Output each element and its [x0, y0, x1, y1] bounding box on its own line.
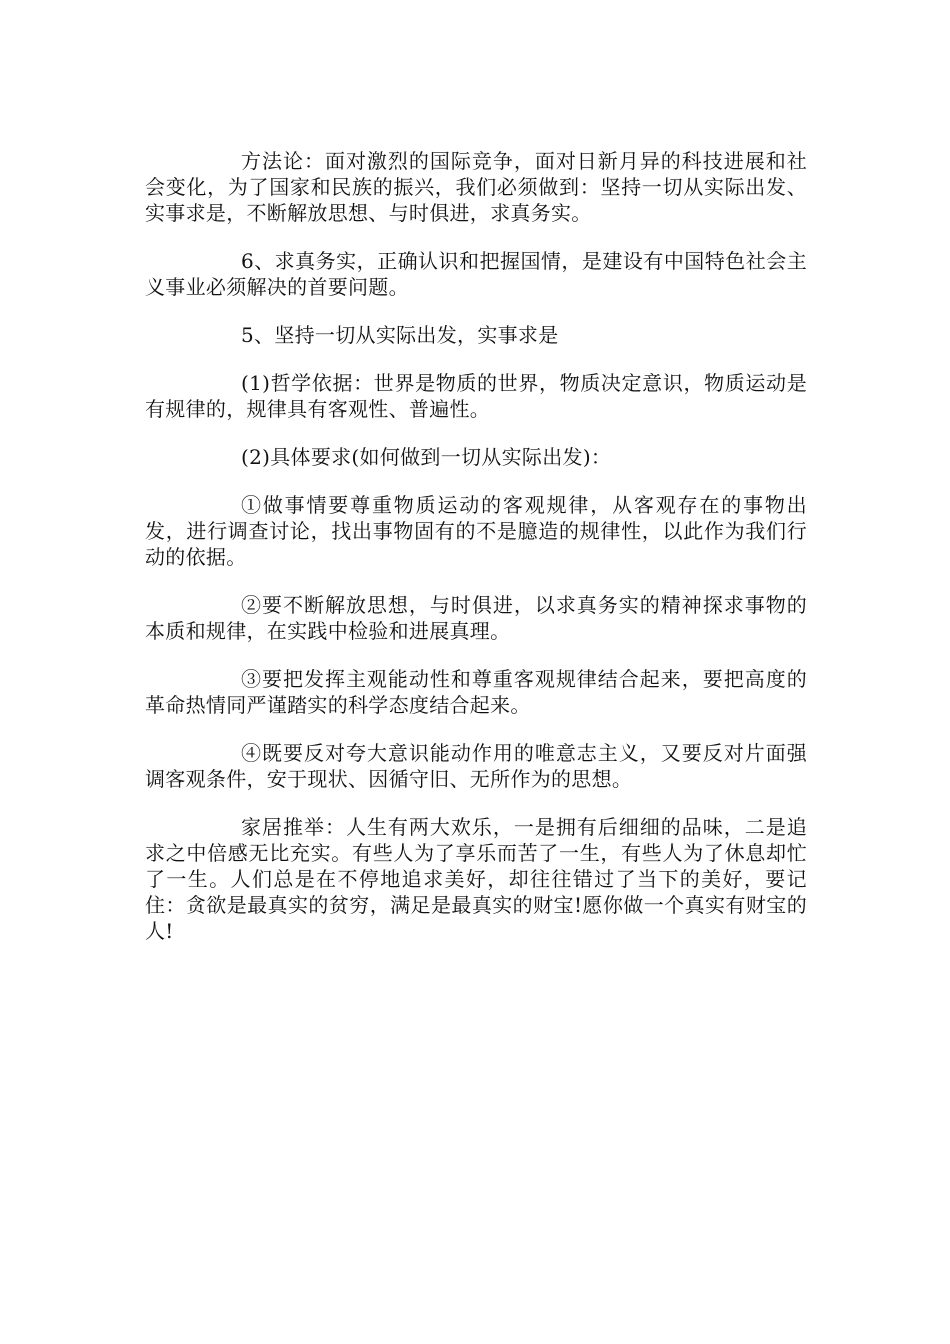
document-body	[145, 148, 807, 966]
paragraph-requirement-2: ②要不断解放思想，与时俱进，以求真务实的精神探求事物的本质和规律，在实践中检验和进展真理。	[145, 593, 807, 643]
paragraph-item-5: 5、坚持一切从实际出发，实事求是	[241, 323, 559, 347]
paragraph-item-6: 6、求真务实，正确认识和把握国情，是建设有中国特色社会主义事业必须解决的首要问题。	[145, 249, 807, 299]
paragraph-recommendation: 家居推举：人生有两大欢乐，一是拥有后细细的品味，二是追求之中倍感无比充实。有些人为了享乐而苦了一生，有些人为了休息却忙了一生。人们总是在不停地追求美好，却往往错过了当下的美好，要记住：贪欲是最真实的贫穷，满足是最真实的财宝!愿你做一个真实有财宝的人!	[145, 815, 807, 943]
paragraph-requirement-4: ④既要反对夸大意识能动作用的唯意志主义，又要反对片面强调客观条件，安于现状、因循守旧、无所作为的思想。	[145, 741, 807, 791]
paragraph-specific-requirements: (2)具体要求(如何做到一切从实际出发)：	[241, 445, 612, 469]
paragraph-methodology: 方法论：面对激烈的国际竞争，面对日新月异的科技进展和社会变化，为了国家和民族的振兴，我们必须做到：坚持一切从实际出发、实事求是，不断解放思想、与时俱进，求真务实。	[145, 149, 807, 225]
paragraph-requirement-1: ①做事情要尊重物质运动的客观规律，从客观存在的事物出发，进行调查讨论，找出事物固有的不是臆造的规律性，以此作为我们行动的依据。	[145, 493, 807, 569]
paragraph-philosophical-basis: (1)哲学依据：世界是物质的世界，物质决定意识，物质运动是有规律的，规律具有客观性、普遍性。	[145, 371, 807, 421]
paragraph-requirement-3: ③要把发挥主观能动性和尊重客观规律结合起来，要把高度的革命热情同严谨踏实的科学态度结合起来。	[145, 667, 807, 717]
